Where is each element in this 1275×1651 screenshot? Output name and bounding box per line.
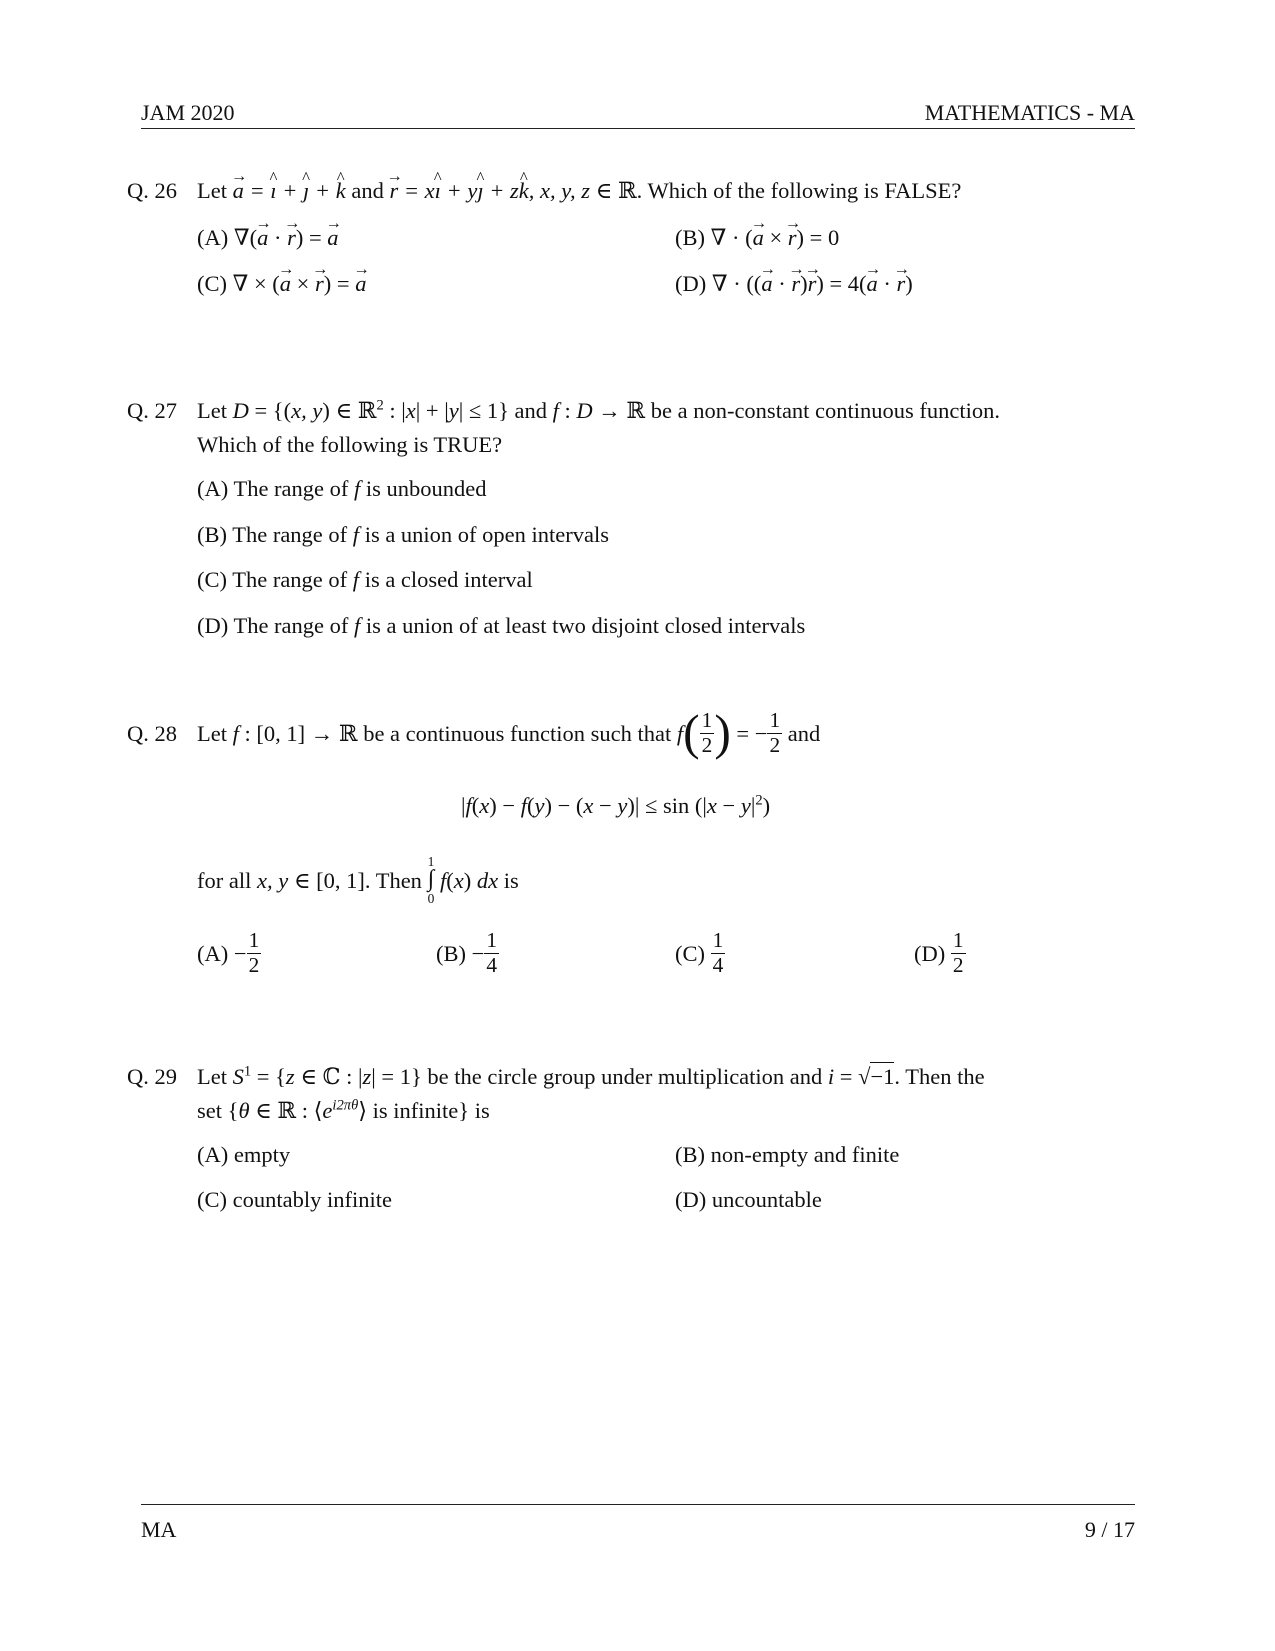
option-a[interactable]: (A) − $\frac{1}{2}$ — [197, 928, 260, 977]
option-a[interactable]: (A) empty — [197, 1142, 291, 1167]
question-stem: Let D = {(x, y) ∈ ℝ$^2$ : |x| + |y| ≤ 1} and f : D → ℝ be a non-constant continuous function. — [197, 397, 1001, 423]
option-d[interactable]: (D) ∇ · ((→ a · → r)→ r) = 4(→ a · → r) — [675, 270, 913, 297]
option-c[interactable]: (C) $\frac{1}{4}$ — [675, 928, 724, 977]
option-c[interactable]: (C) ∇ × (→ a × → r) = → a — [197, 270, 366, 297]
option-b[interactable]: (B) ∇ · (→ a × → r) = 0 — [675, 224, 839, 251]
option-c[interactable]: (C) The range of f is a closed interval — [197, 567, 533, 592]
question-stem: Let → a = ^ ı + ^ ȷ + ^ k and → r = x^ ı + y^ ȷ + z^ k, x, y, z ∈ ℝ. Which of the following is FALSE? — [197, 177, 961, 204]
question-number: Q. 27 — [127, 398, 177, 423]
option-d[interactable]: (D) $\frac{1}{2}$ — [914, 928, 964, 977]
option-b[interactable]: (B) The range of f is a union of open intervals — [197, 522, 610, 547]
option-b[interactable]: (B) non-empty and finite — [675, 1142, 900, 1167]
question-stem-line2: set {θ ∈ ℝ : $⟨e^{i2\pi\theta}⟩$ is infinite} is — [197, 1097, 490, 1123]
question-stem-line2: Which of the following is TRUE? — [197, 432, 503, 457]
question-number: Q. 28 — [127, 721, 177, 746]
question-number: Q. 29 — [127, 1064, 177, 1089]
footer-page-number: 9 / 17 — [1084, 1517, 1135, 1542]
question-stem: Let f : [0, 1] → ℝ be a continuous function such that f ( $\frac{1}{2}$ ) = − $\frac{1}{2}$ and — [197, 705, 821, 761]
option-c[interactable]: (C) countably infinite — [197, 1187, 392, 1212]
question-number: Q. 26 — [127, 178, 177, 203]
header-subject: MATHEMATICS - MA — [924, 100, 1135, 125]
display-equation: $|f(x) - f(y) - (x - y)| \le \sin (|x - y|^2)$ — [461, 792, 771, 818]
question-stem-line3: for all x, y ∈ [0, 1] . Then 1 ∫ 0 f(x) dx is — [197, 853, 519, 906]
header-rule — [141, 128, 1135, 129]
footer-rule — [141, 1504, 1135, 1505]
option-d[interactable]: (D) The range of f is a union of at least two disjoint closed intervals — [197, 613, 806, 638]
option-a[interactable]: (A) ∇(→ a · → r) = → a — [197, 224, 339, 251]
header-exam-name: JAM 2020 — [141, 100, 235, 125]
option-a[interactable]: (A) The range of f is unbounded — [197, 476, 487, 501]
option-d[interactable]: (D) uncountable — [675, 1187, 822, 1212]
option-b[interactable]: (B) − $\frac{1}{4}$ — [436, 928, 498, 977]
footer-paper-code: MA — [141, 1517, 177, 1542]
question-stem: Let $S^1 = \{z$ ∈ ℂ : |z| = 1} be the circle group under multiplication and i = √−1. Then the — [197, 1063, 985, 1089]
